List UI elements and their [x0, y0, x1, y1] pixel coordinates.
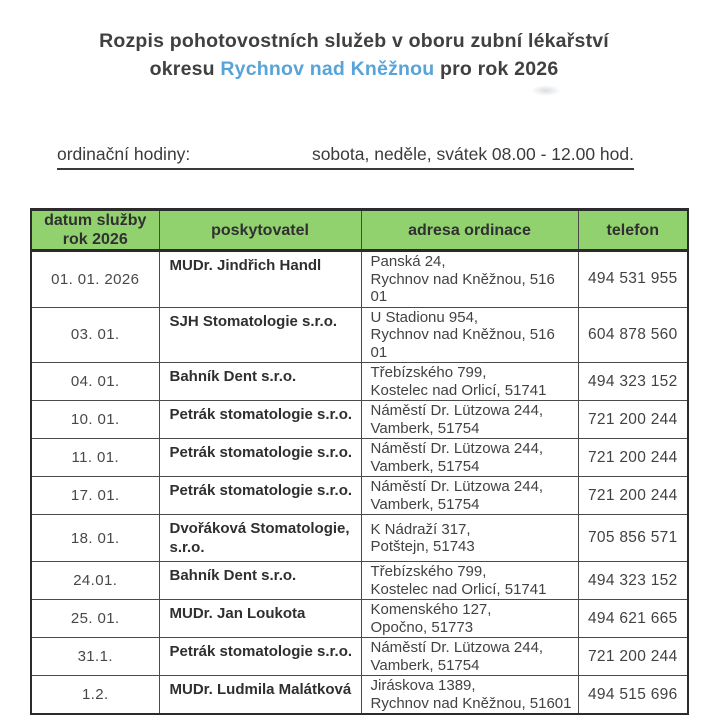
address-line-1: Komenského 127,	[370, 601, 492, 618]
address-line-1: U Stadionu 954,	[370, 308, 479, 326]
phone-cell: 721 200 244	[578, 401, 688, 439]
provider-cell: Petrák stomatologie s.r.o.	[159, 477, 361, 515]
address-line-2: Vamberk, 51754	[370, 457, 480, 475]
address-line-2: Kostelec nad Orlicí, 51741	[370, 580, 547, 598]
header-date-line1: datum služby	[44, 212, 147, 229]
header-provider: poskytovatel	[159, 210, 361, 251]
provider-cell: Petrák stomatologie s.r.o.	[159, 638, 361, 676]
address-line-1: Náměstí Dr. Lützowa 244,	[370, 440, 544, 457]
date-cell: 1.2.	[31, 676, 159, 715]
address-line-2: Vamberk, 51754	[370, 419, 480, 437]
address-line-1: Náměstí Dr. Lützowa 244,	[370, 639, 544, 656]
address-cell	[361, 638, 578, 676]
address-line-2: Rychnov nad Kněžnou, 516 01	[370, 270, 555, 305]
header-date	[31, 210, 159, 251]
phone-cell: 604 878 560	[578, 307, 688, 363]
phone-cell: 721 200 244	[578, 477, 688, 515]
address-line-1: Třebízského 799,	[370, 563, 487, 580]
address-line-1: Třebízského 799,	[370, 364, 487, 381]
date-cell: 25. 01.	[31, 600, 159, 638]
address-line-2: Kostelec nad Orlicí, 51741	[370, 381, 547, 399]
provider-cell: MUDr. Ludmila Malátková	[159, 676, 361, 715]
date-cell: 31.1.	[31, 638, 159, 676]
phone-cell: 494 515 696	[578, 676, 688, 715]
address-cell	[361, 307, 578, 363]
address-line-1: Náměstí Dr. Lützowa 244,	[370, 478, 544, 495]
address-line-1: Náměstí Dr. Lützowa 244,	[370, 402, 544, 419]
address-line-1: K Nádraží 317,	[370, 520, 471, 538]
table-row	[31, 477, 688, 515]
date-cell: 01. 01. 2026	[31, 251, 159, 308]
table-row	[31, 251, 688, 308]
address-line-2: Opočno, 51773	[370, 618, 474, 636]
table-row	[31, 401, 688, 439]
scan-smudge	[531, 85, 561, 96]
address-cell	[361, 251, 578, 308]
address-line-1: Panská 24,	[370, 253, 446, 270]
date-cell: 24.01.	[31, 562, 159, 600]
duty-schedule-table	[30, 208, 689, 715]
provider-cell: Bahník Dent s.r.o.	[159, 363, 361, 401]
table-row	[31, 307, 688, 363]
title-line2-suffix: pro rok 2026	[434, 58, 559, 80]
district-name-highlight: Rychnov nad Kněžnou	[220, 58, 435, 80]
title-line-2	[0, 55, 708, 83]
provider-cell: Bahník Dent s.r.o.	[159, 562, 361, 600]
address-cell	[361, 676, 578, 715]
header-phone: telefon	[578, 210, 688, 251]
office-hours-line	[57, 144, 634, 170]
table-body	[31, 251, 688, 715]
phone-cell: 494 323 152	[578, 363, 688, 401]
date-cell: 11. 01.	[31, 439, 159, 477]
phone-cell: 705 856 571	[578, 515, 688, 562]
phone-cell: 494 531 955	[578, 251, 688, 308]
address-line-1: Jiráskova 1389,	[370, 677, 476, 694]
address-cell	[361, 439, 578, 477]
address-line-2: Rychnov nad Kněžnou, 516 01	[370, 326, 555, 361]
table-row	[31, 562, 688, 600]
date-cell: 17. 01.	[31, 477, 159, 515]
title-line2-prefix: okresu	[149, 58, 221, 80]
phone-cell: 494 323 152	[578, 562, 688, 600]
table-row	[31, 600, 688, 638]
office-hours-label: ordinační hodiny:	[57, 144, 191, 164]
address-cell	[361, 477, 578, 515]
date-cell: 10. 01.	[31, 401, 159, 439]
address-cell	[361, 515, 578, 562]
provider-cell: Petrák stomatologie s.r.o.	[159, 401, 361, 439]
provider-cell: MUDr. Jan Loukota	[159, 600, 361, 638]
table-row	[31, 439, 688, 477]
address-cell	[361, 401, 578, 439]
address-line-2: Vamberk, 51754	[370, 656, 480, 674]
address-cell	[361, 363, 578, 401]
title-line-1: Rozpis pohotovostních služeb v oboru zubní lékařství	[99, 30, 609, 52]
header-address: adresa ordinace	[361, 210, 578, 251]
address-line-2: Rychnov nad Kněžnou, 51601	[370, 694, 572, 712]
phone-cell: 721 200 244	[578, 439, 688, 477]
provider-cell: SJH Stomatologie s.r.o.	[159, 307, 361, 363]
address-line-2: Potštejn, 51743	[370, 538, 475, 555]
table-row	[31, 515, 688, 562]
header-date-line2: rok 2026	[62, 231, 128, 248]
address-line-2: Vamberk, 51754	[370, 495, 480, 513]
table-row	[31, 638, 688, 676]
table-row	[31, 363, 688, 401]
table-row	[31, 676, 688, 715]
office-hours-value: sobota, neděle, svátek 08.00 - 12.00 hod.	[311, 144, 634, 164]
header-row	[31, 210, 688, 251]
page-title	[0, 27, 708, 83]
phone-cell: 721 200 244	[578, 638, 688, 676]
phone-cell: 494 621 665	[578, 600, 688, 638]
date-cell: 04. 01.	[31, 363, 159, 401]
provider-cell: MUDr. Jindřich Handl	[159, 251, 361, 308]
provider-cell: Dvořáková Stomatologie, s.r.o.	[159, 515, 361, 562]
provider-cell: Petrák stomatologie s.r.o.	[159, 439, 361, 477]
date-cell: 03. 01.	[31, 307, 159, 363]
date-cell: 18. 01.	[31, 515, 159, 562]
table-header	[31, 210, 688, 251]
address-cell	[361, 600, 578, 638]
address-cell	[361, 562, 578, 600]
